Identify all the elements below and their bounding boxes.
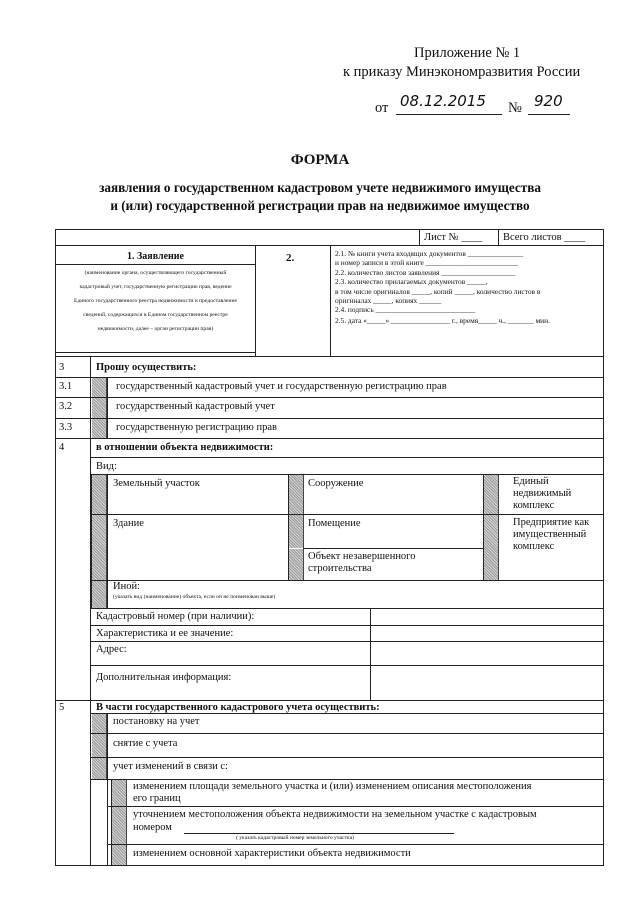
checkbox-area-change[interactable] bbox=[112, 780, 127, 806]
cadastral-number-label: Кадастровый номер (при наличии): bbox=[96, 611, 255, 622]
structure-label: Сооружение bbox=[308, 478, 364, 489]
date-underline bbox=[396, 114, 502, 115]
enterprise-label: Предприятие как имущественный комплекс bbox=[513, 517, 590, 552]
number-underline bbox=[528, 114, 570, 115]
checkbox-3-1[interactable] bbox=[92, 378, 107, 397]
order-reference: к приказу Минэкономразвития России bbox=[343, 64, 581, 80]
land-cadastral-number-field[interactable] bbox=[184, 833, 454, 834]
date-label: от bbox=[375, 100, 389, 116]
form-subtitle-1: заявления о государственном кадастровом учете недвижимого имущества bbox=[99, 180, 541, 195]
section-4-number: 4 bbox=[59, 442, 65, 453]
other-hint: (указать вид (наименование) объекта, если он не поименован выше) bbox=[113, 594, 276, 600]
item-3-2-label: государственный кадастровый учет bbox=[116, 401, 275, 412]
checkbox-changes[interactable] bbox=[92, 758, 107, 779]
unfinished-label: Объект незавершенного строительства bbox=[308, 551, 416, 574]
location-line-1: уточнением местоположения объекта недвижимости на земельном участке с кадастровым bbox=[133, 809, 537, 820]
checkbox-single-complex[interactable] bbox=[484, 475, 499, 514]
address-label: Адрес: bbox=[96, 644, 127, 655]
item-3-3-number: 3.3 bbox=[59, 422, 73, 433]
section-4-title: в отношении объекта недвижимости: bbox=[96, 442, 274, 453]
sheet-total: Всего листов ____ bbox=[503, 232, 586, 243]
remove-label: снятие с учета bbox=[113, 738, 178, 749]
checkbox-land[interactable] bbox=[92, 475, 107, 514]
item-3-2-number: 3.2 bbox=[59, 401, 73, 412]
checkbox-structure[interactable] bbox=[289, 475, 304, 514]
area-change-label: изменением площади земельного участка и (или) изменением описания местоположения его границ bbox=[133, 781, 532, 804]
application-title: 1. Заявление bbox=[127, 251, 184, 262]
checkbox-remove[interactable] bbox=[92, 734, 107, 757]
registration-authority-note: (наименование органа, осуществляющего государственный кадастровый учет, государственную регистрацию прав, ведение Единого государственного реестра недвижимости и предоставление сведений, содержащихся в Едином государственном реестре недвижимости, далее – орган регистрации прав) bbox=[74, 270, 237, 332]
additional-info-label: Дополнительная информация: bbox=[96, 672, 232, 683]
form-subtitle-2: и (или) государственной регистрации прав на недвижимое имущество bbox=[110, 198, 530, 213]
other-label: Иной: bbox=[113, 581, 140, 592]
checkbox-register[interactable] bbox=[92, 714, 107, 733]
register-label: постановку на учет bbox=[113, 716, 200, 727]
section-3-title: Прошу осуществить: bbox=[96, 362, 197, 373]
main-characteristic-label: изменением основной характеристики объекта недвижимости bbox=[133, 848, 411, 859]
checkbox-other[interactable] bbox=[92, 581, 107, 608]
checkbox-unfinished[interactable] bbox=[289, 549, 304, 580]
single-complex-label: Единый недвижимый комплекс bbox=[513, 476, 572, 511]
premises-label: Помещение bbox=[308, 518, 361, 529]
location-hint: ( указать кадастровый номер земельного участка) bbox=[236, 835, 355, 841]
characteristic-label: Характеристика и ее значение: bbox=[96, 628, 234, 639]
checkbox-main-char[interactable] bbox=[112, 845, 127, 865]
order-date: 08.12.2015 bbox=[400, 92, 486, 110]
sheet-number: Лист № ____ bbox=[424, 232, 483, 243]
changes-label: учет изменений в связи с: bbox=[113, 761, 228, 772]
form-title: ФОРМА bbox=[290, 152, 350, 168]
building-label: Здание bbox=[113, 518, 144, 529]
checkbox-3-3[interactable] bbox=[92, 419, 107, 438]
order-number: 920 bbox=[534, 92, 563, 110]
item-3-3-label: государственную регистрацию прав bbox=[116, 422, 278, 433]
registration-details: 2.1. № книги учета входящих документов _______________ и номер записи в этой книге _________________________ 2.2. количество листов заявления ____________________ 2.3. количество прилагаемых документов _____, в том числе оригиналов _____, копий _____, количество листов в оригиналах _____, копиях ______ 2.4. подпись ___________________________ 2.5. дата «_____» ________________ г., время_____ ч., _______ мин. bbox=[335, 249, 550, 325]
checkbox-building[interactable] bbox=[92, 515, 107, 580]
location-line-2: номером bbox=[133, 822, 172, 833]
section-3-number: 3 bbox=[59, 362, 65, 373]
kind-label: Вид: bbox=[96, 461, 117, 472]
appendix-number: Приложение № 1 bbox=[414, 45, 521, 61]
section-5-title: В части государственного кадастрового учета осуществить: bbox=[96, 702, 380, 713]
section-2-number: 2. bbox=[286, 252, 295, 264]
item-3-1-number: 3.1 bbox=[59, 381, 73, 392]
checkbox-location[interactable] bbox=[112, 807, 127, 844]
checkbox-3-2[interactable] bbox=[92, 398, 107, 418]
checkbox-premises[interactable] bbox=[289, 515, 304, 548]
number-label: № bbox=[508, 100, 522, 116]
land-plot-label: Земельный участок bbox=[113, 478, 200, 489]
section-5-number: 5 bbox=[59, 702, 65, 713]
checkbox-enterprise[interactable] bbox=[484, 515, 499, 580]
item-3-1-label: государственный кадастровый учет и государственную регистрацию прав bbox=[116, 381, 447, 392]
